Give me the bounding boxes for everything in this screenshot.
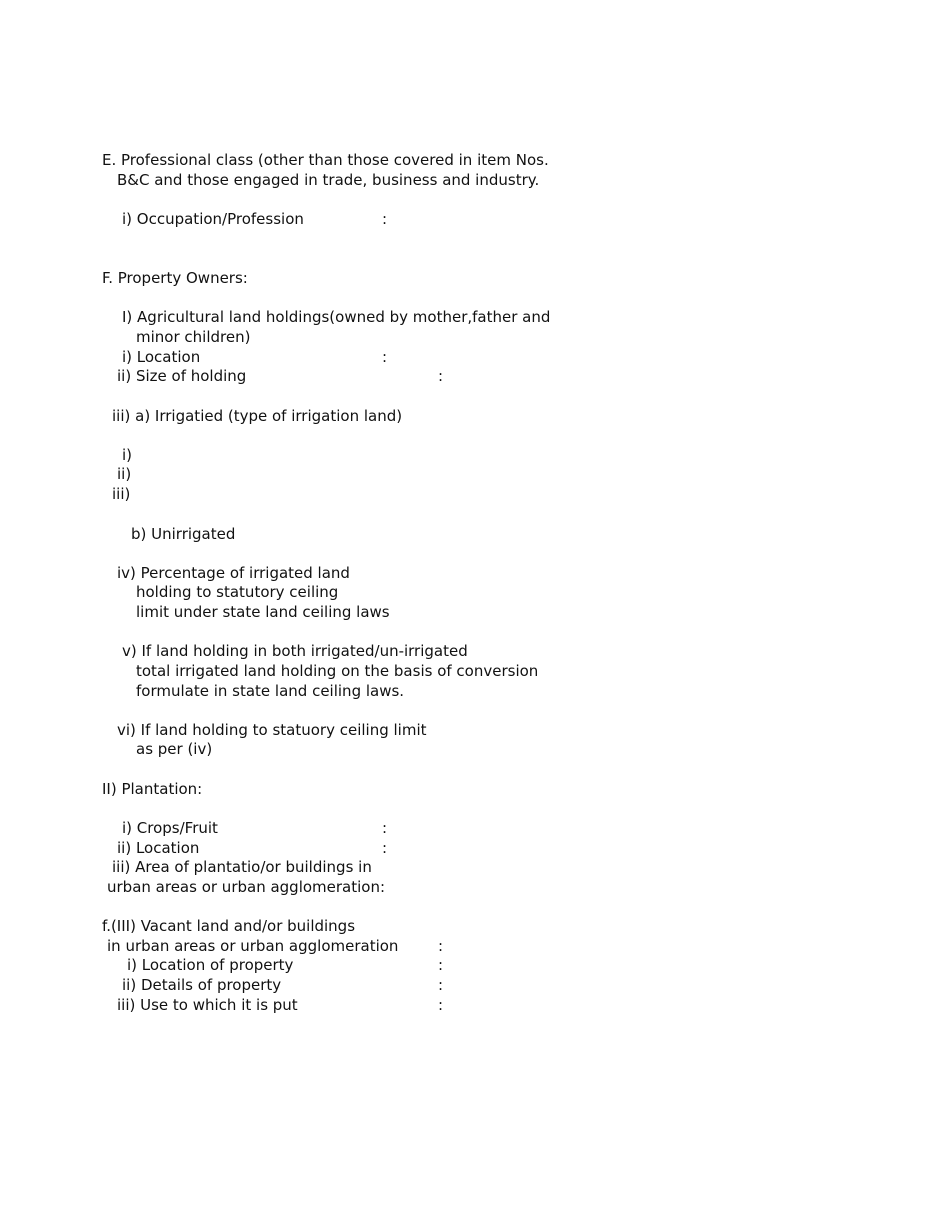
plantation-area-line2: urban areas or urban agglomeration: xyxy=(107,878,386,896)
section-f-heading: F. Property Owners: xyxy=(102,269,248,287)
agri-size-colon: : xyxy=(438,367,444,385)
vacant-heading-line2: in urban areas or urban agglomeration xyxy=(107,937,399,955)
agri-heading-line1: I) Agricultural land holdings(owned by mother,father and xyxy=(122,308,551,326)
plantation-area-line1: iii) Area of plantatio/or buildings in xyxy=(112,858,372,876)
percentage-line3: limit under state land ceiling laws xyxy=(136,603,390,621)
agri-location-colon: : xyxy=(382,348,388,366)
plantation-crops-label: i) Crops/Fruit xyxy=(122,819,218,837)
agri-location-label: i) Location xyxy=(122,348,201,366)
agri-irrigated-label: iii) a) Irrigatied (type of irrigation land) xyxy=(112,407,403,425)
vacant-location-colon: : xyxy=(438,956,444,974)
both-line3: formulate in state land ceiling laws. xyxy=(136,682,405,700)
occupation-label: i) Occupation/Profession xyxy=(122,210,304,228)
agri-heading-line2: minor children) xyxy=(136,328,251,346)
agri-unirrigated-label: b) Unirrigated xyxy=(131,525,236,543)
plantation-heading: II) Plantation: xyxy=(102,780,203,798)
plantation-location-colon: : xyxy=(382,839,388,857)
vacant-use-label: iii) Use to which it is put xyxy=(117,996,298,1014)
plantation-location-label: ii) Location xyxy=(117,839,200,857)
section-e-heading-line1: E. Professional class (other than those covered in item Nos. xyxy=(102,151,549,169)
section-e-heading-line2: B&C and those engaged in trade, business and industry. xyxy=(117,171,540,189)
both-line1: v) If land holding in both irrigated/un-irrigated xyxy=(122,642,468,660)
vacant-heading-colon: : xyxy=(438,937,444,955)
vacant-location-label: i) Location of property xyxy=(127,956,294,974)
irrigated-sub-item-1: i) xyxy=(122,446,133,464)
irrigated-sub-item-2: ii) xyxy=(117,465,132,483)
vacant-details-colon: : xyxy=(438,976,444,994)
percentage-line1: iv) Percentage of irrigated land xyxy=(117,564,350,582)
agri-size-label: ii) Size of holding xyxy=(117,367,247,385)
vacant-use-colon: : xyxy=(438,996,444,1014)
statutory-line1: vi) If land holding to statuory ceiling limit xyxy=(117,721,427,739)
vacant-heading-line1: f.(III) Vacant land and/or buildings xyxy=(102,917,356,935)
statutory-line2: as per (iv) xyxy=(136,740,213,758)
percentage-line2: holding to statutory ceiling xyxy=(136,583,339,601)
plantation-crops-colon: : xyxy=(382,819,388,837)
occupation-colon: : xyxy=(382,210,388,228)
vacant-details-label: ii) Details of property xyxy=(122,976,282,994)
both-line2: total irrigated land holding on the basis of conversion xyxy=(136,662,539,680)
irrigated-sub-item-3: iii) xyxy=(112,485,131,503)
